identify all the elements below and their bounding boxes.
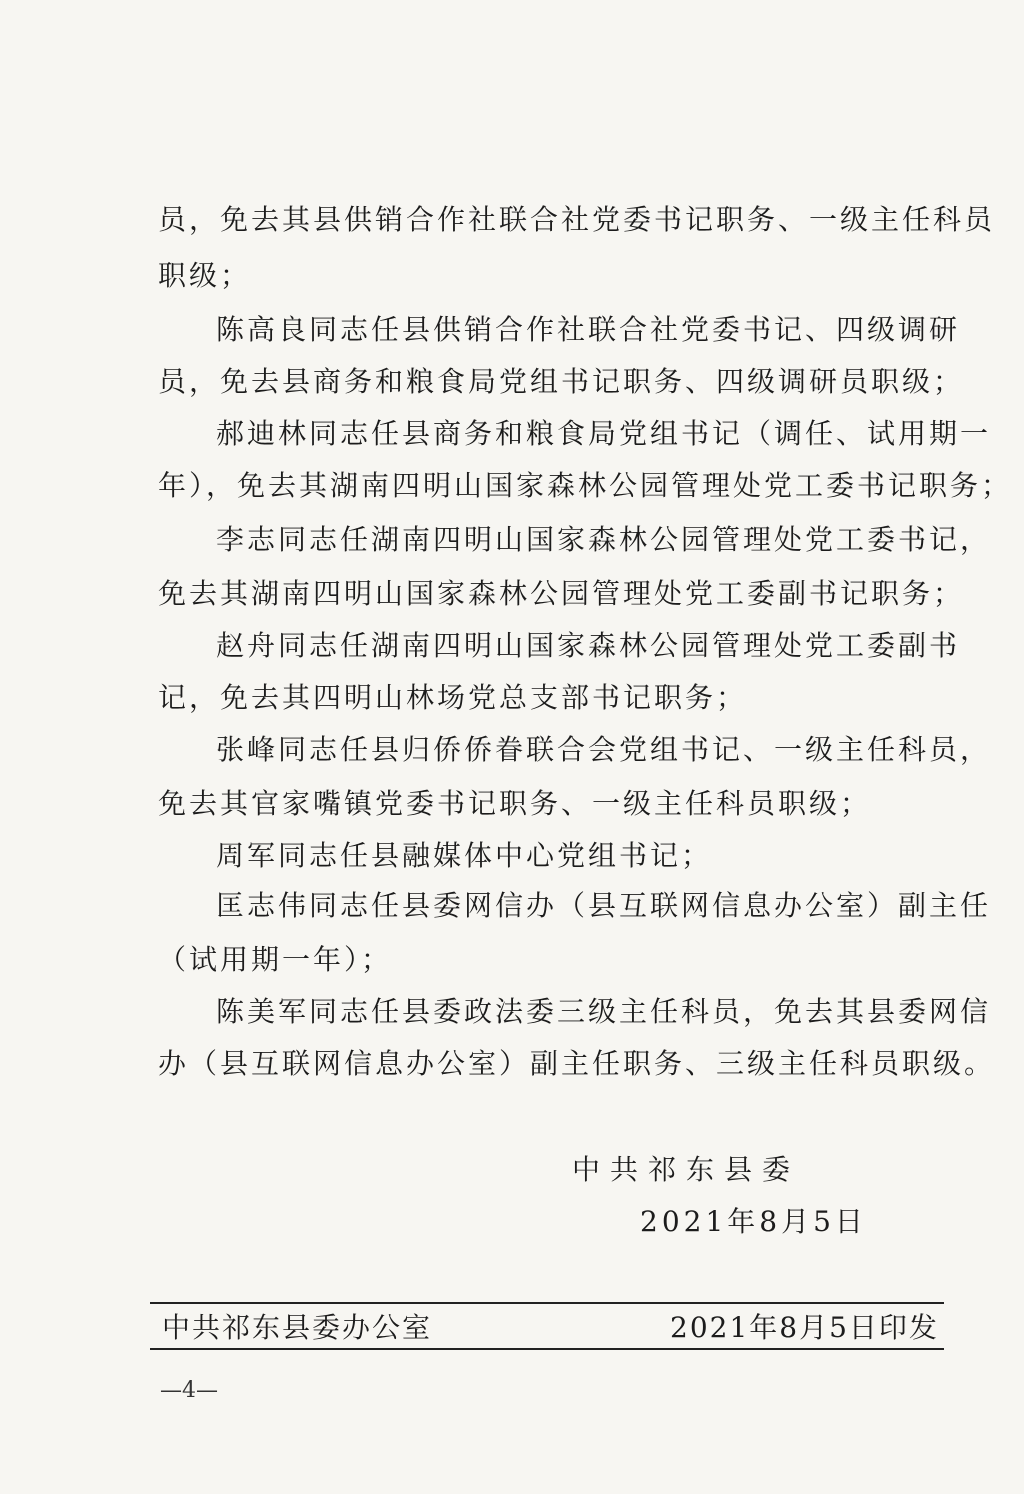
footer-top-rule: [150, 1302, 944, 1304]
body-line: 赵舟同志任湖南四明山国家森林公园管理处党工委副书: [216, 629, 961, 662]
footer-office: 中共祁东县委办公室: [162, 1311, 433, 1344]
body-line: 记，免去其四明山林场党总支部书记职务；: [158, 681, 748, 714]
body-line: 李志同志任湖南四明山国家森林公园管理处党工委书记，: [216, 523, 992, 556]
body-line: 免去其湖南四明山国家森林公园管理处党工委副书记职务；: [158, 577, 965, 610]
body-line: 匡志伟同志任县委网信办（县互联网信息办公室）副主任: [216, 889, 992, 922]
footer-issued-date: 2021年8月5日印发: [670, 1311, 939, 1344]
footer-bottom-rule: [150, 1348, 944, 1350]
signature-org: 中共祁东县委: [572, 1153, 801, 1186]
body-line: 陈高良同志任县供销合作社联合社党委书记、四级调研: [216, 313, 961, 346]
body-line: 陈美军同志任县委政法委三级主任科员，免去其县委网信: [216, 995, 992, 1028]
body-line: 办（县互联网信息办公室）副主任职务、三级主任科员职级。: [158, 1047, 996, 1080]
body-line: 免去其官家嘴镇党委书记职务、一级主任科员职级；: [158, 787, 872, 820]
body-line: 周军同志任县融媒体中心党组书记；: [216, 839, 713, 872]
body-line: 员，免去其县供销合作社联合社党委书记职务、一级主任科员: [158, 203, 996, 236]
body-line: 张峰同志任县归侨侨眷联合会党组书记、一级主任科员，: [216, 733, 992, 766]
page-number: —4—: [160, 1378, 218, 1403]
body-line: 职级；: [158, 259, 252, 292]
signature-date: 2021年8月5日: [640, 1205, 867, 1238]
body-line: 郝迪林同志任县商务和粮食局党组书记（调任、试用期一: [216, 417, 992, 450]
body-line: 员，免去县商务和粮食局党组书记职务、四级调研员职级；: [158, 365, 965, 398]
body-line: 年），免去其湖南四明山国家森林公园管理处党工委书记职务；: [158, 469, 1013, 502]
body-line: （试用期一年）；: [158, 943, 393, 976]
